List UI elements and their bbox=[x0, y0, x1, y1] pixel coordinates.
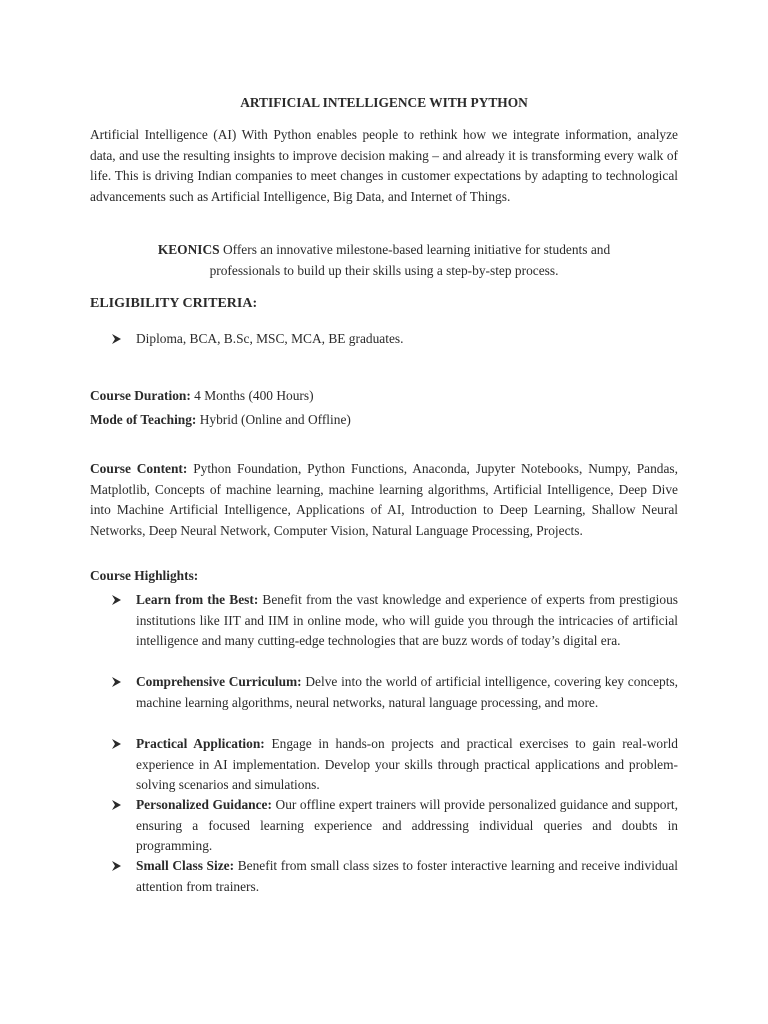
arrow-bullet-icon bbox=[112, 734, 124, 749]
mode-value: Hybrid (Online and Offline) bbox=[196, 412, 351, 427]
mode-of-teaching bbox=[90, 410, 351, 431]
arrow-bullet-icon bbox=[112, 856, 124, 871]
offer-line-1: Offers an innovative milestone-based learning initiative for students and bbox=[219, 242, 611, 257]
course-content bbox=[90, 459, 678, 542]
highlight-text: Engage in hands-on projects and practical exercises to gain real-world experience in AI implementation. Develop your skills through practical applications and problem-solving scenarios and simulations. bbox=[136, 736, 678, 793]
highlight-text: Delve into the world of artificial intelligence, covering key concepts, machine learning algorithms, neural networks, natural language processing, and more. bbox=[136, 674, 679, 710]
content-value: Python Foundation, Python Functions, Anaconda, Jupyter Notebooks, Numpy, Pandas, Matplotlib, Concepts of machine learning, machine learning algorithms, Artificial Intelligence, Deep Dive into Machine Artificial Intelligence, Applications of AI, Introduction to Deep Learning, Shallow Neural Networks, Deep Neural Network, Computer Vision, Natural Language Processing, Projects. bbox=[90, 461, 678, 539]
eligibility-item-text: Diploma, BCA, B.Sc, MSC, MCA, BE graduates. bbox=[136, 331, 404, 346]
arrow-bullet-icon bbox=[112, 795, 124, 810]
highlights-heading: Course Highlights: bbox=[90, 568, 199, 583]
highlight-label: Learn from the Best: bbox=[136, 592, 259, 607]
mode-label: Mode of Teaching: bbox=[90, 412, 197, 427]
highlight-label: Small Class Size: bbox=[136, 858, 235, 873]
highlight-label: Comprehensive Curriculum: bbox=[136, 674, 302, 689]
arrow-bullet-icon bbox=[112, 672, 124, 687]
duration-label: Course Duration: bbox=[90, 388, 191, 403]
brand-name: KEONICS bbox=[157, 242, 220, 257]
arrow-bullet-icon bbox=[112, 590, 124, 605]
offer-paragraph bbox=[90, 240, 678, 281]
intro-paragraph: Artificial Intelligence (AI) With Python enables people to rethink how we integrate information, analyze data, and use the resulting insights to improve decision making – and already it is transforming every walk of life. This is driving Indian companies to meet changes in customer expectations by adapting to technological advancements such as Artificial Intelligence, Big Data, and Internet of Things. bbox=[90, 127, 678, 205]
highlight-text: Benefit from the vast knowledge and experience of experts from prestigious institutions like IIT and IIM in online mode, who will guide you through the intricacies of artificial intelligence and many cutting-edge technologies that are buzz words of today’s digital era. bbox=[136, 592, 678, 649]
arrow-bullet-icon bbox=[112, 329, 124, 344]
highlight-label: Personalized Guidance: bbox=[136, 797, 272, 812]
eligibility-heading: ELIGIBILITY CRITERIA: bbox=[90, 296, 258, 311]
content-label: Course Content: bbox=[90, 461, 188, 476]
duration-value: 4 Months (400 Hours) bbox=[190, 388, 314, 403]
document-title: ARTIFICIAL INTELLIGENCE WITH PYTHON bbox=[240, 95, 528, 110]
offer-line-2: professionals to build up their skills using a step-by-step process. bbox=[209, 262, 559, 278]
highlight-label: Practical Application: bbox=[136, 736, 265, 751]
highlight-text: Our offline expert trainers will provide personalized guidance and support, ensuring a focused learning experience and addressing individual queries and doubts in programming. bbox=[136, 797, 678, 854]
highlight-text: Benefit from small class sizes to foster interactive learning and receive individual attention from trainers. bbox=[136, 858, 678, 894]
course-duration bbox=[90, 386, 314, 407]
